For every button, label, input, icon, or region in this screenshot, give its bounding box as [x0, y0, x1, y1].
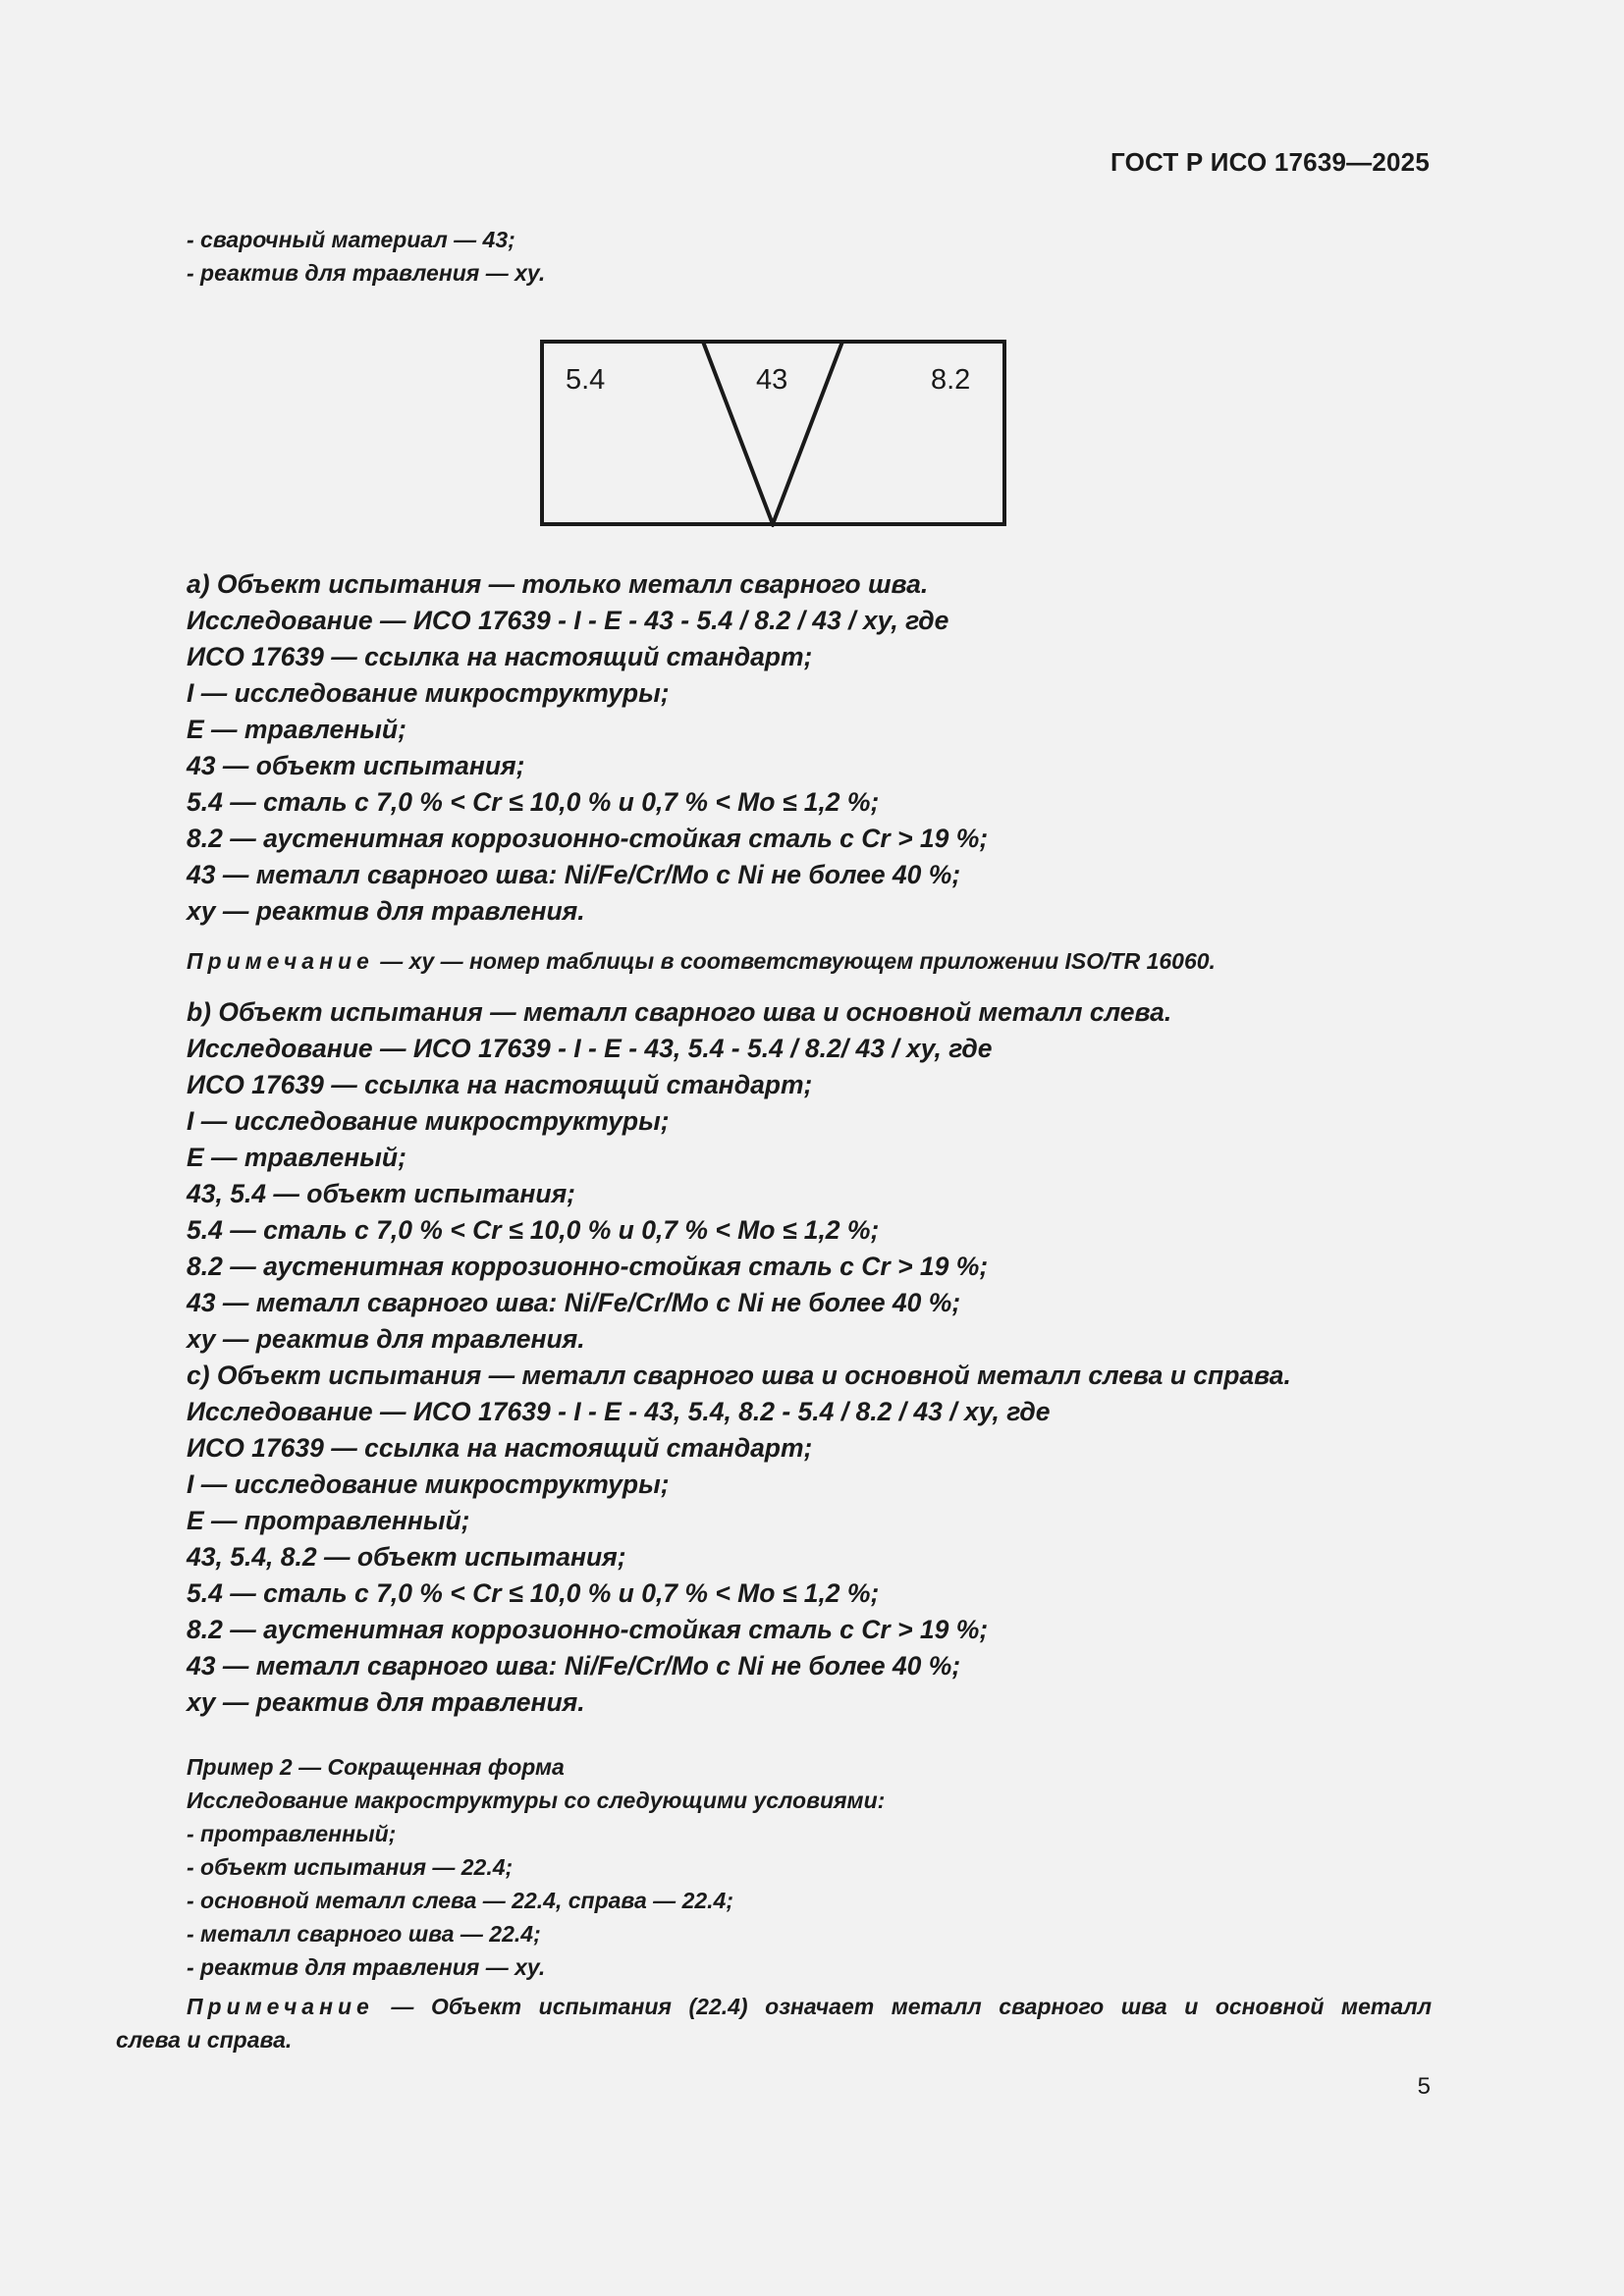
section-b-line: ИСО 17639 — ссылка на настоящий стандарт; [187, 1070, 813, 1099]
list-item: - реактив для травления — xy. [187, 260, 546, 286]
section-c-line: 43 — металл сварного шва: Ni/Fe/Cr/Mo с Ni не более 40 %; [187, 1651, 961, 1681]
list-item: - протравленный; [187, 1821, 397, 1846]
section-a-line: ИСО 17639 — ссылка на настоящий стандарт; [187, 642, 813, 671]
example-line: Исследование макроструктуры со следующими условиями: [187, 1788, 886, 1813]
section-c-line: 8.2 — аустенитная коррозионно-стойкая сталь с Cr > 19 %; [187, 1615, 989, 1644]
section-c-line: c) Объект испытания — металл сварного шва и основной металл слева и справа. [187, 1361, 1291, 1390]
document-header: ГОСТ Р ИСО 17639—2025 [1110, 147, 1430, 177]
note-label: Примечание [187, 1994, 374, 2019]
section-c-line: ИСО 17639 — ссылка на настоящий стандарт; [187, 1433, 813, 1463]
section-a-line: 8.2 — аустенитная коррозионно-стойкая сталь с Cr > 19 %; [187, 824, 989, 853]
section-b-line: 5.4 — сталь с 7,0 % < Cr ≤ 10,0 % и 0,7 % < Mo ≤ 1,2 %; [187, 1215, 880, 1245]
intro-list [187, 223, 1434, 290]
note-label: Примечание [187, 948, 374, 974]
example-2 [187, 1750, 1434, 1984]
note-a [187, 944, 1434, 978]
section-c-line: xy — реактив для травления. [187, 1687, 585, 1717]
page-number: 5 [1417, 2073, 1431, 2100]
example-title: Пример 2 — Сокращенная форма [187, 1754, 565, 1780]
list-item: - основной металл слева — 22.4, справа — 22.4; [187, 1888, 733, 1913]
section-a-line: I — исследование микроструктуры; [187, 678, 670, 708]
section-a-line: Исследование — ИСО 17639 - I - E - 43 - 5.4 / 8.2 / 43 / xy, где [187, 606, 949, 635]
note-text: — Объект испытания (22.4) означает металл сварного шва и основной металл [373, 1994, 1432, 2019]
section-b-line: 43, 5.4 — объект испытания; [187, 1179, 576, 1208]
section-c-line: E — протравленный; [187, 1506, 470, 1535]
note-text-continuation: слева и справа. [116, 2027, 293, 2053]
note-text: — xy — номер таблицы в соответствующем приложении ISO/TR 16060. [373, 948, 1216, 974]
list-item: - металл сварного шва — 22.4; [187, 1921, 541, 1947]
list-item: - сварочный материал — 43; [187, 227, 515, 252]
base-metal-left-label: 5.4 [566, 364, 606, 396]
section-b [187, 994, 1434, 1358]
section-b-line: Исследование — ИСО 17639 - I - E - 43, 5.4 - 5.4 / 8.2/ 43 / xy, где [187, 1034, 993, 1063]
section-b-line: I — исследование микроструктуры; [187, 1106, 670, 1136]
section-a-line: 5.4 — сталь с 7,0 % < Cr ≤ 10,0 % и 0,7 % < Mo ≤ 1,2 %; [187, 787, 880, 817]
section-c [187, 1358, 1434, 1721]
section-a-line: a) Объект испытания — только металл сварного шва. [187, 569, 929, 599]
section-b-line: b) Объект испытания — металл сварного шва и основной металл слева. [187, 997, 1172, 1027]
base-metal-right-label: 8.2 [931, 364, 971, 396]
list-item: - реактив для травления — xy. [187, 1954, 546, 1980]
weld-diagram [539, 339, 1007, 527]
section-b-line: E — травленый; [187, 1143, 406, 1172]
section-a-line: xy — реактив для травления. [187, 896, 585, 926]
section-a-line: 43 — объект испытания; [187, 751, 525, 780]
section-c-line: 43, 5.4, 8.2 — объект испытания; [187, 1542, 626, 1572]
section-b-line: 43 — металл сварного шва: Ni/Fe/Cr/Mo с Ni не более 40 %; [187, 1288, 961, 1317]
section-a-line: 43 — металл сварного шва: Ni/Fe/Cr/Mo с Ni не более 40 %; [187, 860, 961, 889]
section-c-line: 5.4 — сталь с 7,0 % < Cr ≤ 10,0 % и 0,7 % < Mo ≤ 1,2 %; [187, 1578, 880, 1608]
final-note [116, 1990, 1432, 2056]
list-item: - объект испытания — 22.4; [187, 1854, 514, 1880]
section-c-line: I — исследование микроструктуры; [187, 1469, 670, 1499]
section-c-line: Исследование — ИСО 17639 - I - E - 43, 5.4, 8.2 - 5.4 / 8.2 / 43 / xy, где [187, 1397, 1051, 1426]
weld-metal-label: 43 [756, 364, 788, 396]
section-a-line: E — травленый; [187, 715, 406, 744]
section-b-line: xy — реактив для травления. [187, 1324, 585, 1354]
section-a [187, 566, 1434, 930]
section-b-line: 8.2 — аустенитная коррозионно-стойкая сталь с Cr > 19 %; [187, 1252, 989, 1281]
